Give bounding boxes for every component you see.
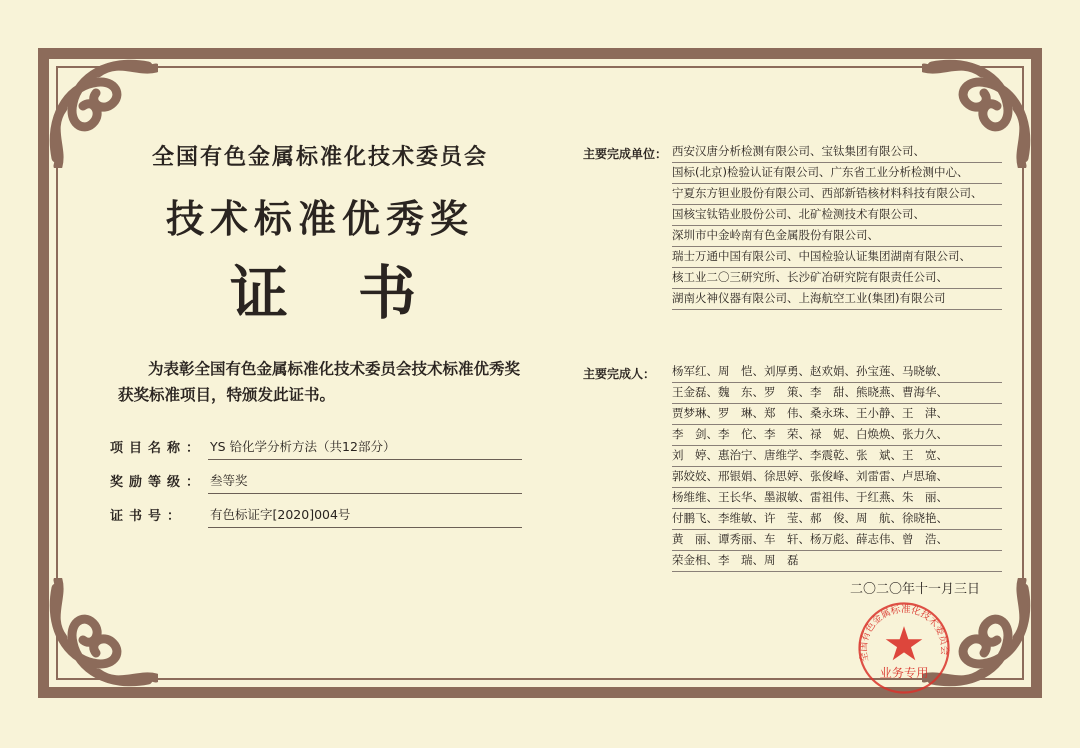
person-line: 杨维维、王长华、墨淑敏、雷祖伟、于红燕、朱 丽、 (672, 488, 1002, 509)
unit-line: 核工业二〇三研究所、长沙矿冶研究院有限责任公司、 (672, 268, 1002, 289)
seal-ring-text: 全国有色金属标准化技术委员会 (858, 604, 950, 663)
person-line: 李 剑、李 佗、李 荣、禄 妮、白焕焕、张力久、 (672, 425, 1002, 446)
persons-label: 主要完成人： (583, 367, 656, 381)
person-line: 荣金相、李 瑞、周 磊 (672, 551, 1002, 572)
issue-date: 二〇二〇年十一月三日 (849, 582, 980, 597)
unit-line: 深圳市中金岭南有色金属股份有限公司、 (672, 226, 1002, 247)
certificate-title: 证书 (230, 259, 487, 327)
unit-line: 国标(北京)检验认证有限公司、广东省工业分析检测中心、 (672, 163, 1002, 184)
award-title: 技术标准优秀奖 (165, 196, 474, 241)
unit-line: 湖南火神仪器有限公司、上海航空工业(集团)有限公司 (672, 289, 1002, 310)
committee-title: 全国有色金属标准化技术委员会 (151, 144, 488, 170)
field-certificate-number (110, 502, 522, 526)
person-line: 贾梦琳、罗 琳、郑 伟、桑永珠、王小静、王 津、 (672, 404, 1002, 425)
field-value: 叁等奖 (208, 471, 522, 494)
unit-line: 西安汉唐分析检测有限公司、宝钛集团有限公司、 (672, 142, 1002, 163)
field-award-level (110, 468, 522, 492)
unit-line: 国核宝钛锆业股份公司、北矿检测技术有限公司、 (672, 205, 1002, 226)
official-seal (856, 600, 952, 696)
corner-ornament-bottom-left (38, 578, 158, 698)
person-line: 杨军红、周 恺、刘厚勇、赵欢娟、孙宝莲、马晓敏、 (672, 362, 1002, 383)
person-line: 黄 丽、谭秀丽、车 轩、杨万彪、薛志伟、曾 浩、 (672, 530, 1002, 551)
person-line: 刘 婷、惠治宁、唐维学、李震乾、张 斌、王 宽、 (672, 446, 1002, 467)
person-line: 郭姣姣、邢银娟、徐思婷、张俊峰、刘雷雷、卢思瑜、 (672, 467, 1002, 488)
units-label: 主要完成单位： (583, 147, 668, 161)
unit-line: 瑞士万通中国有限公司、中国检验认证集团湖南有限公司、 (672, 247, 1002, 268)
field-value: 有色标证字[2020]004号 (208, 505, 522, 528)
seal-center-text: 业务专用 (879, 665, 929, 680)
units-list (672, 142, 1002, 310)
field-label: 证书号： (110, 509, 187, 524)
field-project-name (110, 434, 522, 458)
field-label: 奖励等级： (110, 475, 206, 490)
field-label: 项目名称： (110, 441, 206, 456)
field-value: YS 铪化学分析方法（共12部分） (208, 437, 522, 460)
person-line: 付鹏飞、李维敏、许 莹、郝 俊、周 航、徐晓艳、 (672, 509, 1002, 530)
unit-line: 宁夏东方钽业股份有限公司、西部新锆核材料科技有限公司、 (672, 184, 1002, 205)
citation-text: 为表彰全国有色金属标准化技术委员会技术标准优秀奖获奖标准项目，特颁发此证书。 (118, 359, 521, 404)
person-line: 王金磊、魏 东、罗 策、李 甜、熊晓燕、曹海华、 (672, 383, 1002, 404)
persons-list (672, 362, 1002, 572)
